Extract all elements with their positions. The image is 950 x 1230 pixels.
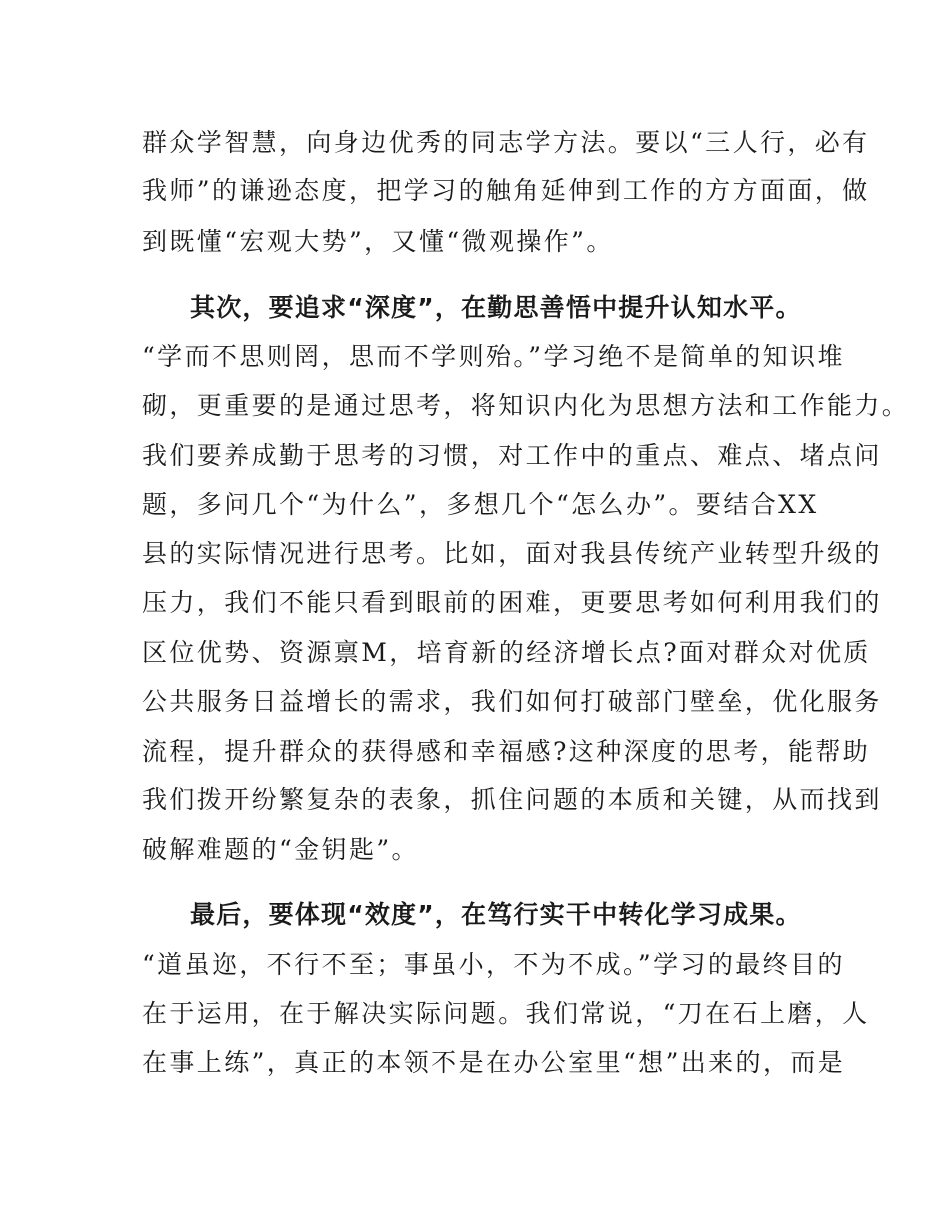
text-line: 我们要养成勤于思考的习惯，对工作中的重点、难点、堵点问 [142,441,882,470]
text-line: 砌，更重要的是通过思考，将知识内化为思想方法和工作能力。 [142,391,910,420]
text-line: 我师”的谦逊态度，把学习的触角延伸到工作的方方面面，做 [142,176,870,205]
section-heading: 最后，要体现“效度”，在笃行实干中转化学习成果。 [190,900,802,929]
text-line: 在于运用，在于解决实际问题。我们常说，“刀在石上磨，人 [142,999,870,1028]
text-line: 公共服务日益增长的需求，我们如何打破部门壁垒，优化服务 [142,687,882,716]
text-line: 群众学智慧，向身边优秀的同志学方法。要以“三人行，必有 [142,128,870,157]
text-line: 流程，提升群众的获得感和幸福感?这种深度的思考，能帮助 [142,737,871,766]
text-line: 在事上练”，真正的本领不是在办公室里“想”出来的，而是 [142,1048,846,1077]
text-line: “学而不思则罔，思而不学则殆。”学习绝不是简单的知识堆 [142,342,845,371]
text-line: 区位优势、资源禀M，培育新的经济增长点?面对群众对优质 [142,638,871,667]
text-line: 到既懂“宏观大势”，又懂“微观操作”。 [142,227,614,256]
text-line: 压力，我们不能只看到眼前的困难，更要思考如何利用我们的 [142,588,882,617]
text-line: 县的实际情况进行思考。比如，面对我县传统产业转型升级的 [142,539,882,568]
text-line: “道虽迩，不行不至；事虽小，不为不成。”学习的最终目的 [142,950,845,979]
section-heading: 其次，要追求“深度”，在勤思善悟中提升认知水平。 [190,293,802,322]
text-line: 题，多问几个“为什么”，多想几个“怎么办”。要结合XX [142,490,819,519]
text-line: 我们拨开纷繁复杂的表象，抓住问题的本质和关键，从而找到 [142,785,882,814]
text-line: 破解难题的“金钥匙”。 [142,835,419,864]
